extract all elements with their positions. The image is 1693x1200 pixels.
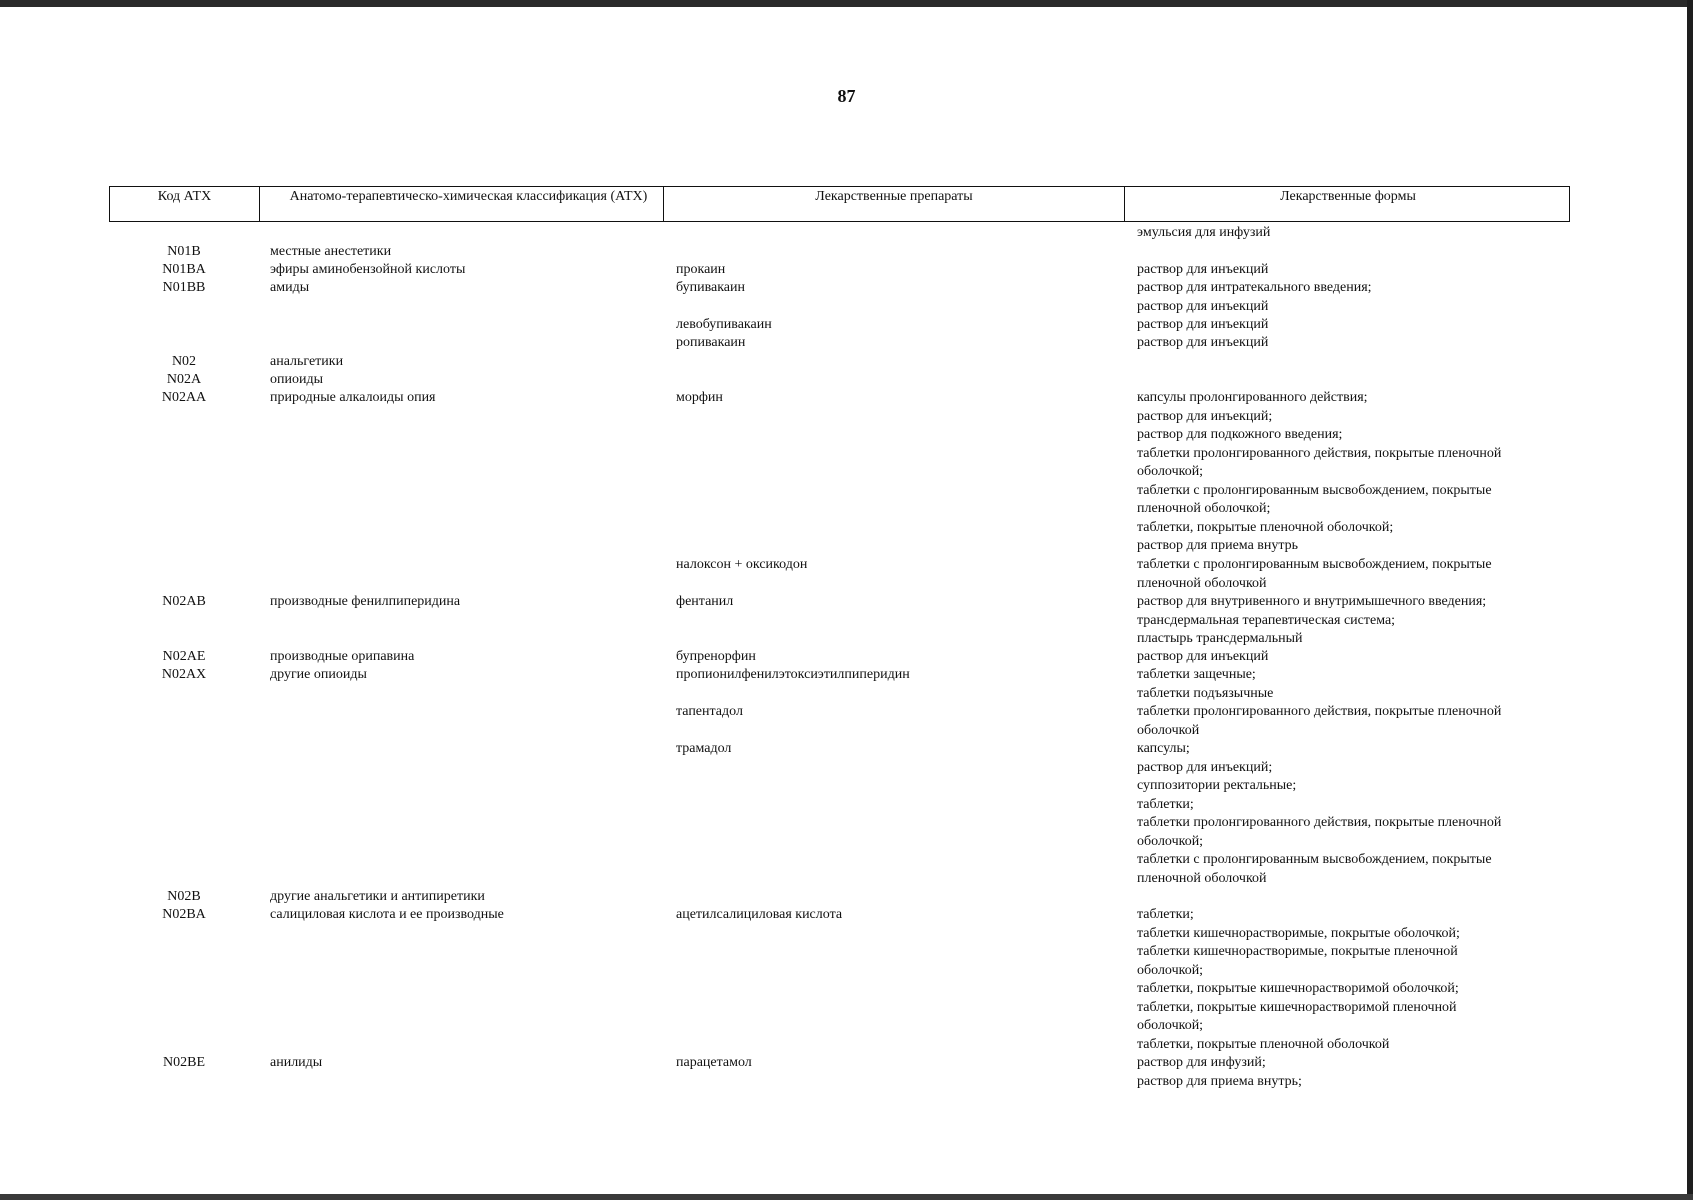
row-code: N02BE [163, 1055, 205, 1070]
row-form-line: таблетки с пролонгированным высвобождением, покрытые [1137, 852, 1492, 867]
row-drug: левобупивакаин [676, 317, 772, 332]
row-drug: налоксон + оксикодон [676, 557, 808, 572]
row-form-line: раствор для приема внутрь [1137, 538, 1299, 553]
row-form-line: раствор для инъекций [1137, 317, 1269, 332]
row-code: N02AE [162, 649, 206, 664]
row-form-line: раствор для инъекций; [1137, 408, 1273, 424]
row-code: N01BB [162, 280, 206, 295]
row-drug: тапентадол [676, 704, 743, 719]
row-drug: бупренорфин [676, 649, 756, 664]
row-code: N01BA [162, 262, 206, 277]
row-form-line: пленочной оболочкой; [1137, 501, 1271, 516]
scan-edge-top [0, 0, 1693, 7]
row-form-line: раствор для приема внутрь; [1137, 1073, 1302, 1089]
header-forms: Лекарственные формы [1124, 187, 1571, 221]
row-form-line: таблетки с пролонгированным высвобождением, покрытые [1137, 557, 1492, 572]
row-form-line: пленочной оболочкой [1137, 575, 1267, 591]
row-form-line: раствор для внутривенного и внутримышечного введения; [1137, 594, 1487, 609]
row-form-line: раствор для инъекций [1137, 298, 1269, 314]
row-form-line: таблетки пролонгированного действия, покрытые пленочной [1137, 704, 1502, 719]
row-form-line: раствор для инъекций [1137, 262, 1269, 277]
header-drugs: Лекарственные препараты [663, 187, 1124, 221]
row-drug: ропивакаин [676, 335, 746, 350]
row-drug: прокаин [676, 262, 726, 277]
scan-edge-right [1687, 0, 1693, 1200]
row-drug: фентанил [676, 594, 734, 609]
row-classification: природные алкалоиды опия [270, 390, 436, 405]
row-form-line: трансдермальная терапевтическая система; [1137, 612, 1396, 628]
row-form-line: таблетки; [1137, 796, 1194, 812]
row-classification: амиды [270, 280, 310, 295]
row-form-line: таблетки, покрытые пленочной оболочкой [1137, 1036, 1390, 1052]
table-header [109, 186, 1570, 222]
row-form-line: таблетки защечные; [1137, 667, 1256, 682]
row-drug: морфин [676, 390, 723, 405]
row-code: N02AA [161, 390, 207, 405]
row-form-line: пластырь трансдермальный [1137, 631, 1303, 646]
row-classification: другие опиоиды [270, 667, 367, 682]
row-form-line: капсулы пролонгированного действия; [1137, 390, 1368, 405]
row-form-line: таблетки подъязычные [1137, 685, 1274, 701]
row-classification: производные фенилпиперидина [270, 594, 461, 609]
row-classification: местные анестетики [270, 244, 392, 259]
row-form-line: оболочкой; [1137, 962, 1204, 978]
row-drug: трамадол [676, 741, 732, 756]
row-form-line: таблетки кишечнорастворимые, покрытые пленочной [1137, 944, 1458, 959]
row-form-line: оболочкой; [1137, 833, 1204, 849]
row-code: N02AX [161, 667, 207, 682]
row-form-line: эмульсия для инфузий [1137, 225, 1271, 240]
row-form-line: раствор для инъекций [1137, 649, 1269, 664]
row-classification: салициловая кислота и ее производные [270, 907, 504, 922]
row-form-line: капсулы; [1137, 741, 1190, 756]
row-drug: ацетилсалициловая кислота [676, 907, 843, 922]
row-form-line: оболочкой; [1137, 1018, 1204, 1033]
header-code: Код АТХ [157, 189, 212, 204]
row-form-line: таблетки кишечнорастворимые, покрытые оболочкой; [1137, 925, 1460, 941]
row-classification: опиоиды [270, 372, 324, 387]
row-code: N02A [166, 372, 202, 387]
row-form-line: таблетки пролонгированного действия, покрытые пленочной [1137, 815, 1502, 830]
row-code: N02 [171, 354, 197, 369]
row-form-line: раствор для инфузий; [1137, 1055, 1266, 1070]
row-code: N02AB [162, 594, 206, 609]
row-form-line: таблетки, покрытые кишечнорастворимой пленочной [1137, 999, 1457, 1015]
row-form-line: раствор для интратекального введения; [1137, 280, 1372, 295]
row-form-line: таблетки, покрытые пленочной оболочкой; [1137, 519, 1394, 535]
row-code: N02BA [162, 907, 206, 922]
page-number: 87 [837, 86, 856, 106]
row-code: N01B [167, 244, 201, 259]
row-drug: бупивакаин [676, 280, 746, 295]
row-classification: эфиры аминобензойной кислоты [270, 262, 466, 277]
header-classification: Анатомо-терапевтическо-химическая классификация (АТХ) [259, 187, 663, 221]
row-classification: производные орипавина [270, 649, 415, 664]
row-form-line: таблетки с пролонгированным высвобождением, покрытые [1137, 482, 1492, 498]
row-form-line: раствор для подкожного введения; [1137, 427, 1343, 442]
row-classification: анальгетики [270, 354, 344, 369]
row-form-line: раствор для инъекций [1137, 335, 1269, 350]
scan-edge-bottom [0, 1194, 1693, 1200]
row-drug: пропионилфенилэтоксиэтилпиперидин [676, 667, 910, 682]
row-classification: другие анальгетики и антипиретики [270, 889, 485, 904]
row-code: N02B [167, 889, 201, 904]
row-form-line: пленочной оболочкой [1137, 870, 1267, 886]
row-form-line: таблетки пролонгированного действия, покрытые пленочной [1137, 445, 1502, 461]
row-form-line: оболочкой [1137, 722, 1200, 738]
row-form-line: оболочкой; [1137, 464, 1204, 479]
row-classification: анилиды [270, 1055, 323, 1070]
row-form-line: раствор для инъекций; [1137, 759, 1273, 775]
row-drug: парацетамол [676, 1055, 752, 1070]
row-form-line: таблетки, покрытые кишечнорастворимой оболочкой; [1137, 981, 1459, 996]
row-form-line: таблетки; [1137, 907, 1194, 922]
row-form-line: суппозитории ректальные; [1137, 778, 1297, 793]
